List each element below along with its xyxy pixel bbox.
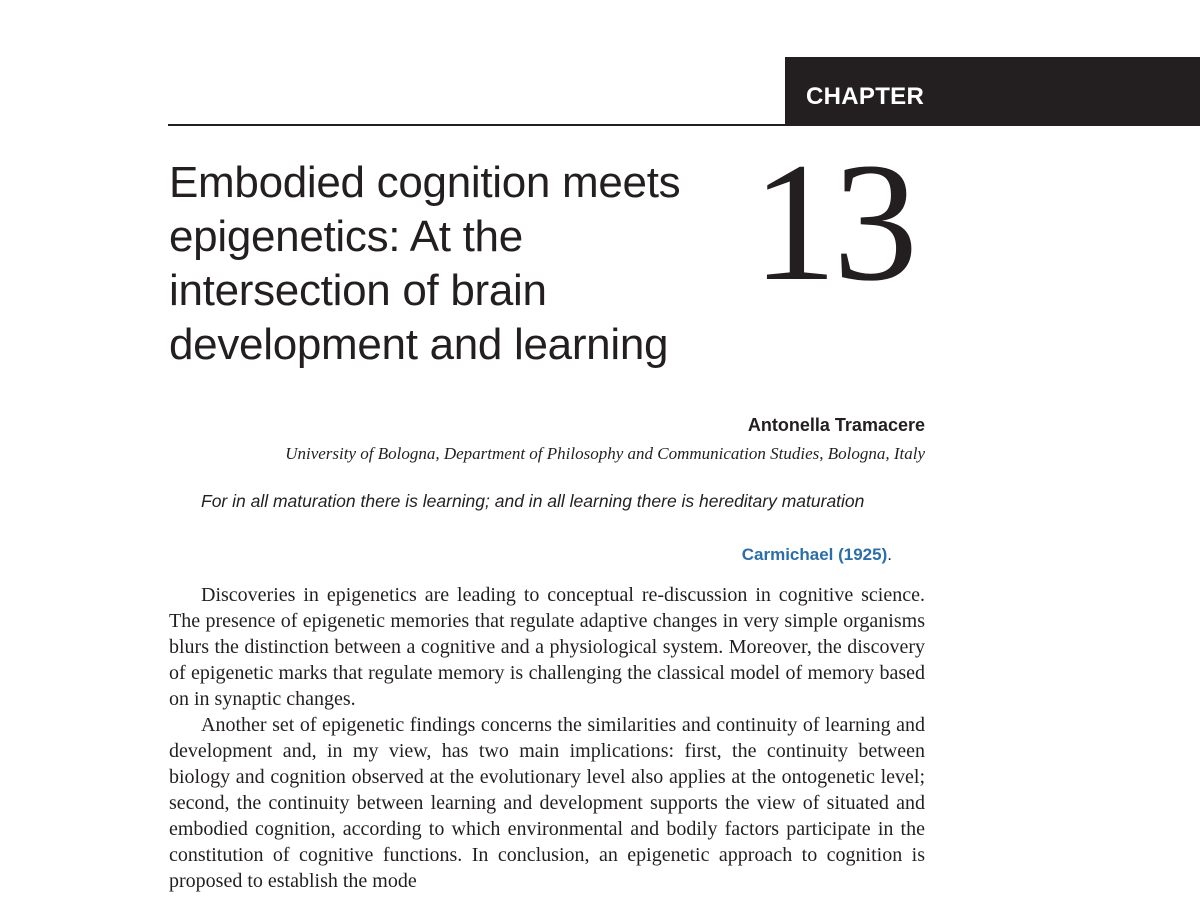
- body-paragraph: Discoveries in epigenetics are leading to conceptual re-discussion in cognitive science. The presence of epigenetic memories that regulate adaptive changes in very simple organisms blurs the distinction between a cognitive and a physiological system. Moreover, the discovery of epigenetic marks that regulate memory is challenging the classical model of memory based on in synaptic changes.: [169, 584, 925, 710]
- epigraph-source-period: .: [887, 545, 892, 564]
- author-affiliation: University of Bologna, Department of Philosophy and Communication Studies, Bologna, Italy: [285, 444, 925, 463]
- chapter-title: Embodied cognition meets epigenetics: At the intersection of brain development and learning: [169, 158, 681, 369]
- author-name: Antonella Tramacere: [747, 415, 925, 435]
- epigraph-citation-link[interactable]: Carmichael (1925): [741, 545, 888, 564]
- chapter-rule-divider: [168, 124, 785, 126]
- epigraph-quote: For in all maturation there is learning; and in all learning there is hereditary maturation: [201, 491, 865, 511]
- epigraph-source: [742, 543, 892, 567]
- chapter-body: [169, 582, 925, 894]
- chapter-label: CHAPTER: [806, 83, 925, 110]
- body-paragraph: Another set of epigenetic findings concerns the similarities and continuity of learning and development and, in my view, has two main implications: first, the continuity between biology and cognition observed at the evolutionary level also applies at the ontogenetic level; second, the continuity between learning and development supports the view of situated and embodied cognition, according to which environmental and bodily factors participate in the constitution of cognitive functions. In conclusion, an epigenetic approach to cognition is proposed to establish the mode: [169, 714, 925, 892]
- chapter-number: 13: [752, 128, 914, 316]
